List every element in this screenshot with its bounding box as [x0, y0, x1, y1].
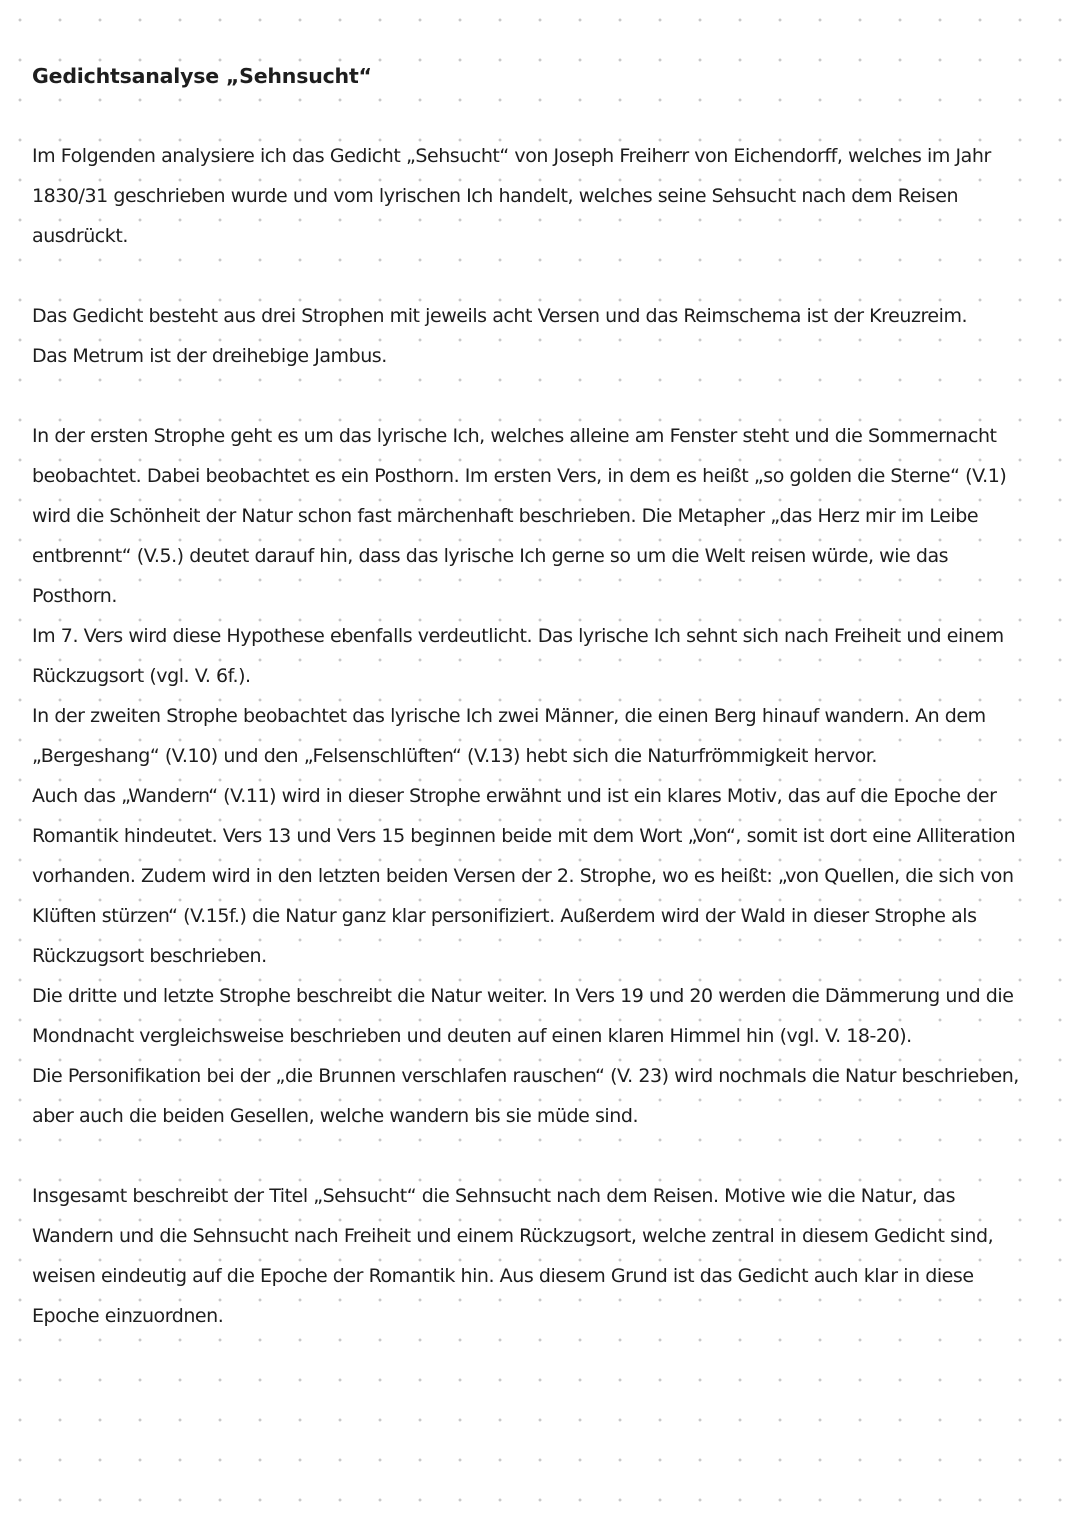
text-line: Die Personifikation bei der „die Brunnen verschlafen rauschen“ (V. 23) wird nochmals die Natur beschrieben,	[32, 1065, 1019, 1087]
text-line: aber auch die beiden Gesellen, welche wandern bis sie müde sind.	[32, 1105, 639, 1127]
spacer	[32, 96, 1052, 136]
text-line: Im Folgenden analysiere ich das Gedicht „Sehsucht“ von Joseph Freiherr von Eichendorff, welches im Jahr	[32, 145, 991, 167]
text-line: vorhanden. Zudem wird in den letzten beiden Versen der 2. Strophe, wo es heißt: „von Quellen, die sich von	[32, 865, 1014, 887]
paragraph-form	[32, 296, 1052, 376]
text-line: weisen eindeutig auf die Epoche der Romantik hin. Aus diesem Grund ist das Gedicht auch klar in diese	[32, 1265, 974, 1287]
text-line: Auch das „Wandern“ (V.11) wird in dieser Strophe erwähnt und ist ein klares Motiv, das auf die Epoche der	[32, 785, 997, 807]
text-line: Klüften stürzen“ (V.15f.) die Natur ganz klar personifiziert. Außerdem wird der Wald in dieser Strophe als	[32, 905, 977, 927]
text-line: Die dritte und letzte Strophe beschreibt die Natur weiter. In Vers 19 und 20 werden die Dämmerung und die	[32, 985, 1014, 1007]
text-line: Epoche einzuordnen.	[32, 1305, 224, 1327]
text-line: In der zweiten Strophe beobachtet das lyrische Ich zwei Männer, die einen Berg hinauf wandern. An dem	[32, 705, 986, 727]
page-title: Gedichtsanalyse „Sehnsucht“	[32, 64, 372, 88]
text-line: Das Gedicht besteht aus drei Strophen mit jeweils acht Versen und das Reimschema ist der Kreuzreim.	[32, 305, 968, 327]
text-line: Rückzugsort beschrieben.	[32, 945, 267, 967]
text-line: Posthorn.	[32, 585, 117, 607]
text-line: 1830/31 geschrieben wurde und vom lyrischen Ich handelt, welches seine Sehsucht nach dem Reisen	[32, 185, 959, 207]
text-line: entbrennt“ (V.5.) deutet darauf hin, dass das lyrische Ich gerne so um die Welt reisen würde, wie das	[32, 545, 949, 567]
text-line: Romantik hindeutet. Vers 13 und Vers 15 beginnen beide mit dem Wort „Von“, somit ist dort eine Alliteration	[32, 825, 1016, 847]
text-line: Wandern und die Sehnsucht nach Freiheit und einem Rückzugsort, welche zentral in diesem Gedicht sind,	[32, 1225, 994, 1247]
text-line: In der ersten Strophe geht es um das lyrische Ich, welches alleine am Fenster steht und die Sommernacht	[32, 425, 997, 447]
paragraph-introduction	[32, 136, 1052, 256]
text-line: Im 7. Vers wird diese Hypothese ebenfalls verdeutlicht. Das lyrische Ich sehnt sich nach Freiheit und einem	[32, 625, 1004, 647]
spacer	[32, 376, 1052, 416]
text-line: ausdrückt.	[32, 225, 128, 247]
text-line: wird die Schönheit der Natur schon fast märchenhaft beschrieben. Die Metapher „das Herz mir im Leibe	[32, 505, 979, 527]
text-line: Mondnacht vergleichsweise beschrieben und deuten auf einen klaren Himmel hin (vgl. V. 18-20).	[32, 1025, 912, 1047]
paragraph-analysis	[32, 416, 1052, 1136]
text-line: beobachtet. Dabei beobachtet es ein Posthorn. Im ersten Vers, in dem es heißt „so golden die Sterne“ (V.1)	[32, 465, 1007, 487]
spacer	[32, 256, 1052, 296]
text-line: Insgesamt beschreibt der Titel „Sehsucht“ die Sehnsucht nach dem Reisen. Motive wie die Natur, das	[32, 1185, 956, 1207]
text-line: Das Metrum ist der dreihebige Jambus.	[32, 345, 387, 367]
text-line: Rückzugsort (vgl. V. 6f.).	[32, 665, 251, 687]
paragraph-conclusion	[32, 1176, 1052, 1336]
spacer	[32, 1136, 1052, 1176]
text-line: „Bergeshang“ (V.10) und den „Felsenschlüften“ (V.13) hebt sich die Naturfrömmigkeit hervor.	[32, 745, 877, 767]
document-body	[32, 56, 1052, 1336]
